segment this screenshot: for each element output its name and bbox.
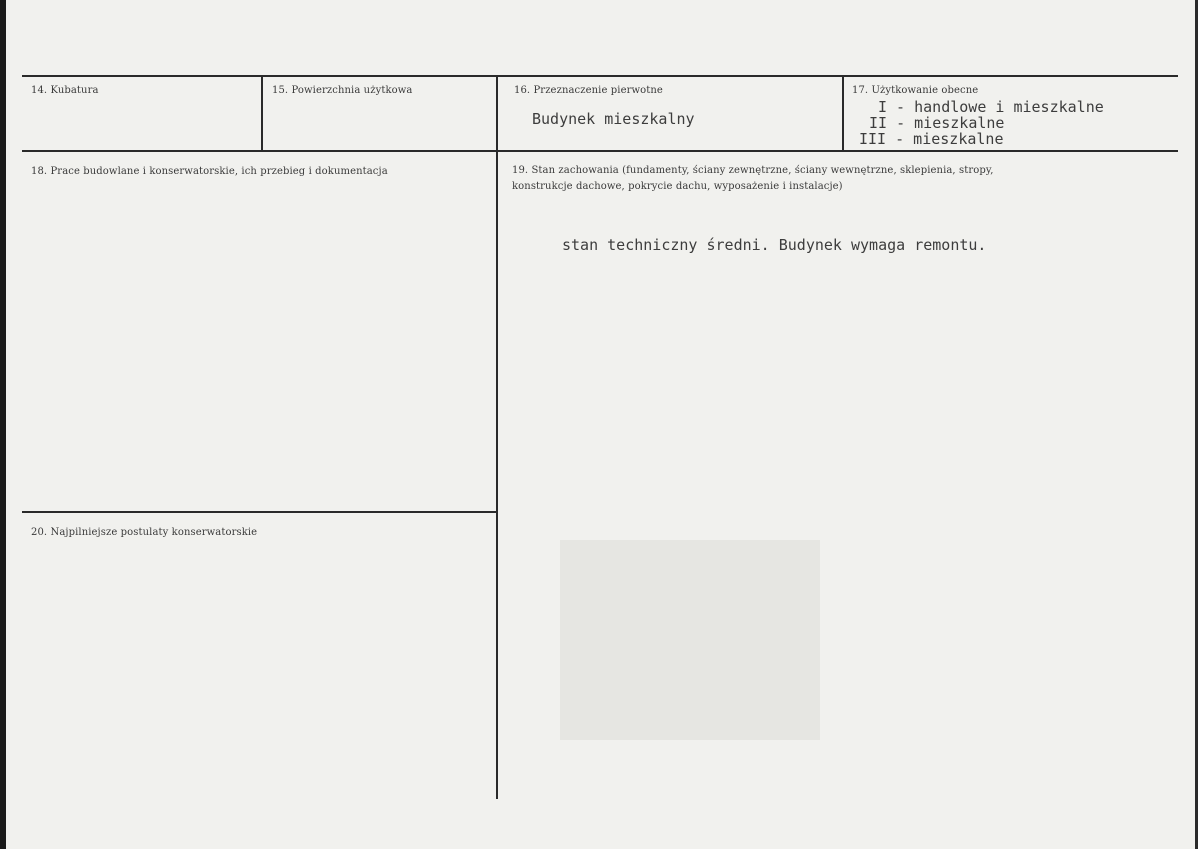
field-19-label-line-1: 19. Stan zachowania (fundamenty, ściany zewnętrzne, ściany wewnętrzne, sklepienia, stropy,	[512, 165, 994, 176]
rule-top	[22, 75, 1178, 77]
field-17-line-2: II - mieszkalne	[869, 114, 1005, 132]
field-19-value: stan techniczny średni. Budynek wymaga remontu.	[562, 236, 987, 254]
scan-border-left	[0, 0, 6, 849]
field-16-value: Budynek mieszkalny	[532, 110, 695, 128]
divider-center	[496, 75, 498, 799]
field-16-label: 16. Przeznaczenie pierwotne	[514, 85, 663, 96]
rule-left-split	[22, 511, 496, 513]
field-20-label: 20. Najpilniejsze postulaty konserwatorskie	[31, 527, 258, 538]
field-17-label: 17. Użytkowanie obecne	[852, 85, 979, 96]
divider-16-17	[842, 75, 844, 152]
field-14-label: 14. Kubatura	[31, 85, 99, 96]
field-15-label: 15. Powierzchnia użytkowa	[272, 85, 413, 96]
rule-mid	[22, 150, 1178, 152]
field-19-label-line-2: konstrukcje dachowe, pokrycie dachu, wyposażenie i instalacje)	[512, 181, 843, 192]
divider-14-15	[261, 75, 263, 152]
scan-smudge	[560, 540, 820, 740]
field-18-label: 18. Prace budowlane i konserwatorskie, ich przebieg i dokumentacja	[31, 166, 388, 177]
field-17-line-3: III - mieszkalne	[859, 130, 1004, 148]
field-17-line-1: I - handlowe i mieszkalne	[878, 98, 1104, 116]
